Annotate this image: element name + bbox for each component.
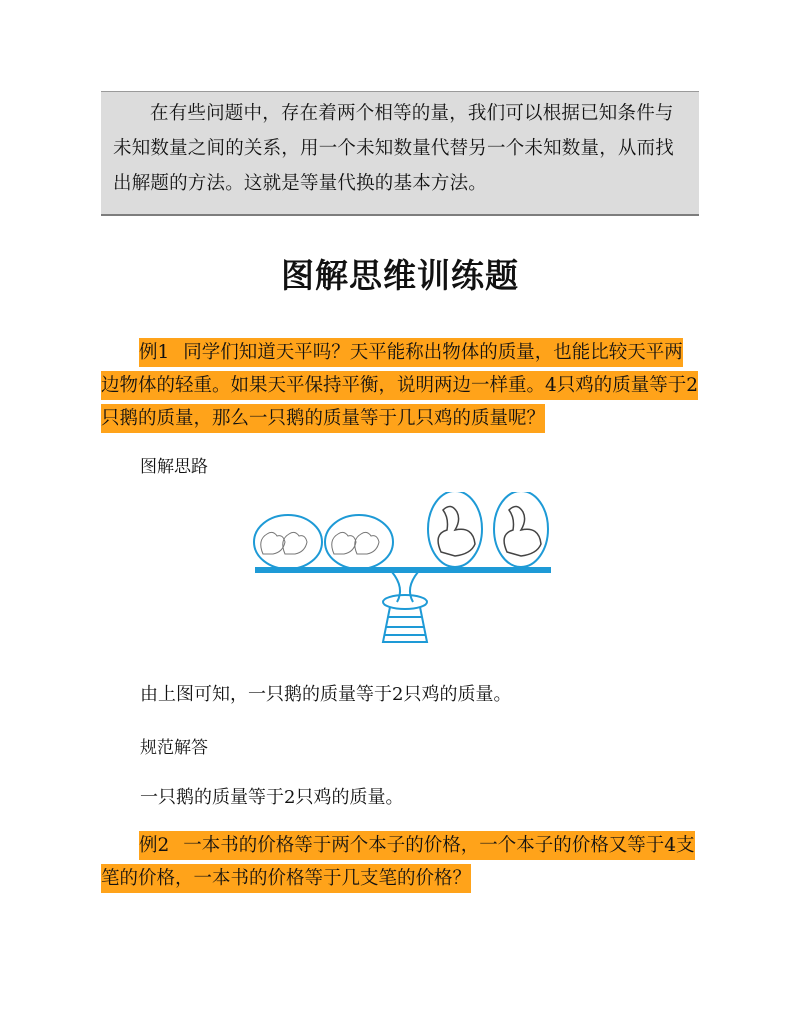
answer-heading: 规范解答: [140, 738, 208, 758]
example-1: [101, 336, 701, 435]
page-title: 图解思维训练题: [281, 256, 519, 295]
example-2-label: 例2: [139, 835, 170, 856]
example-2: [101, 829, 701, 895]
intro-box: [101, 91, 699, 216]
scale-beam: [255, 567, 551, 573]
diagram-caption: 由上图可知，一只鹅的质量等于2只鸡的质量。: [140, 684, 512, 705]
chicken-pan-left: [254, 515, 322, 569]
diagram-heading: 图解思路: [140, 457, 208, 477]
balance-scale-icon: [245, 492, 565, 652]
example-1-label: 例1: [139, 342, 170, 363]
example-1-text: 同学们知道天平吗？天平能称出物体的质量，也能比较天平两边物体的轻重。如果天平保持平衡，说明两边一样重。4只鸡的质量等于2只鹅的质量，那么一只鹅的质量等于几只鸡的质量呢？: [101, 342, 699, 429]
intro-text: 在有些问题中，存在着两个相等的量，我们可以根据已知条件与未知数量之间的关系，用一个未知数量代替另一个未知数量，从而找出解题的方法。这就是等量代换的基本方法。: [113, 103, 675, 194]
answer-text: 一只鹅的质量等于2只鸡的质量。: [140, 787, 404, 808]
example-2-text: 一本书的价格等于两个本子的价格，一个本子的价格又等于4支笔的价格，一本书的价格等于几支笔的价格？: [101, 835, 695, 889]
goose-icon: [438, 506, 541, 556]
chicken-pan-right: [325, 515, 393, 569]
